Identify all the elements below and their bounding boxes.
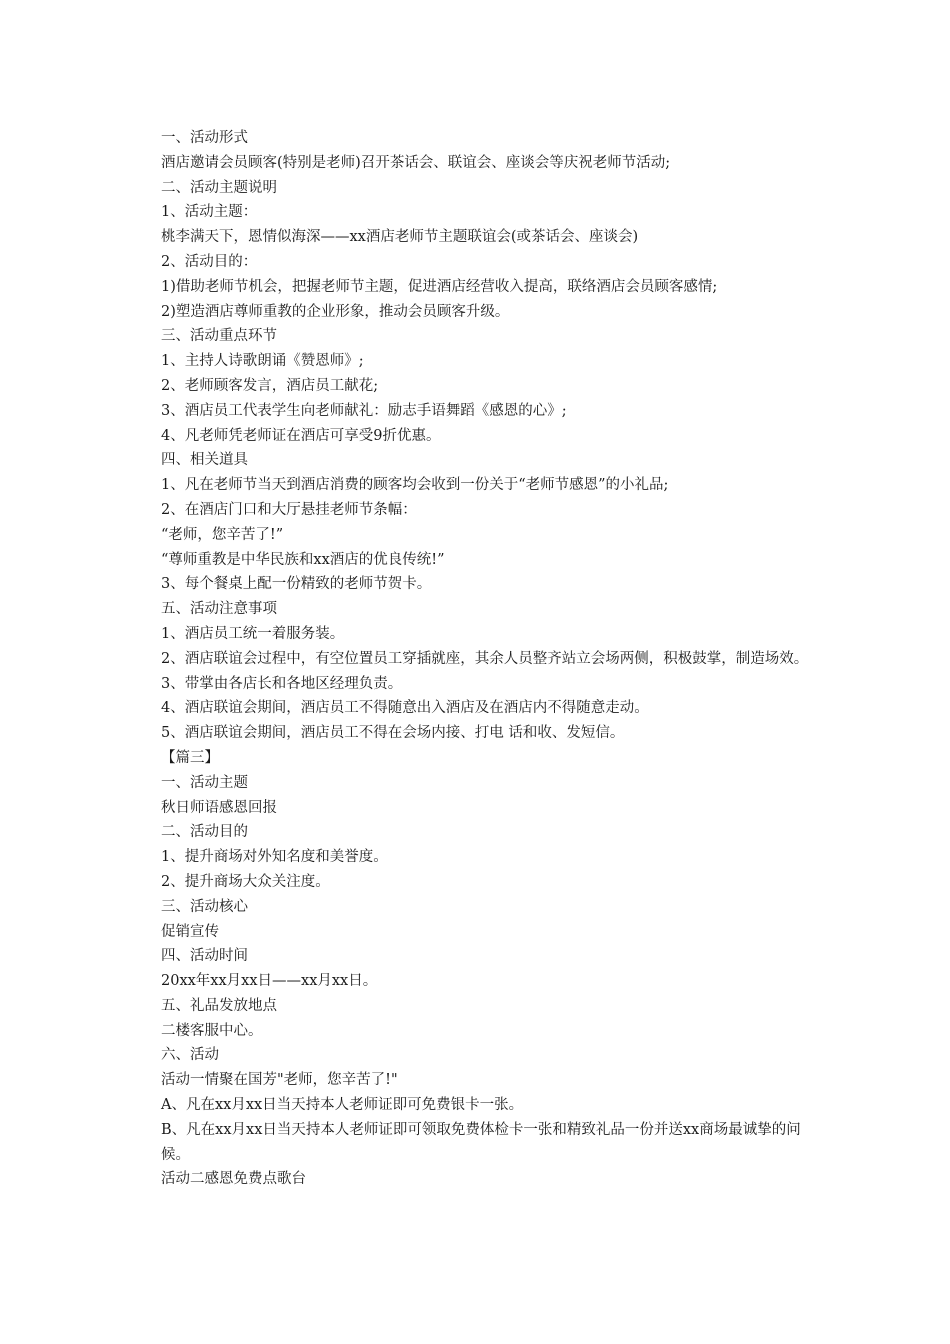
document-body	[145, 126, 811, 1192]
text-line: 【篇三】	[161, 749, 219, 766]
text-line: 四、相关道具	[161, 452, 248, 469]
text-line: 1、提升商场对外知名度和美誉度。	[161, 849, 388, 866]
text-line: 4、凡老师凭老师证在酒店可享受9折优惠。	[161, 427, 441, 444]
text-line: A、凡在xx月xx日当天持本人老师证即可免费银卡一张。	[161, 1097, 524, 1114]
text-line: 2、活动目的：	[161, 253, 258, 270]
text-line: 一、活动主题	[161, 774, 248, 791]
text-line: 一、活动形式	[161, 130, 248, 146]
text-line: 六、活动	[161, 1047, 219, 1064]
text-line: 1、主持人诗歌朗诵《赞恩师》;	[161, 353, 364, 370]
text-line: 活动二感恩免费点歌台	[161, 1171, 306, 1188]
text-line: 秋日师语感恩回报	[161, 799, 277, 816]
text-line: 二、活动主题说明	[161, 179, 277, 196]
text-line: 1、活动主题：	[161, 204, 258, 221]
text-line: 3、带掌由各店长和各地区经理负责。	[161, 675, 403, 692]
text-line: 5、酒店联谊会期间，酒店员工不得在会场内接、打电 话和收、发短信。	[161, 725, 625, 742]
text-line: 1、酒店员工统一着服务装。	[161, 625, 345, 642]
text-line: 四、活动时间	[161, 948, 248, 965]
text-line: 2)塑造酒店尊师重教的企业形象，推动会员顾客升级。	[161, 303, 510, 320]
text-line: 三、活动重点环节	[161, 328, 277, 345]
text-line: B、凡在xx月xx日当天持本人老师证即可领取免费体检卡一张和精致礼品一份并送xx商场最诚挚的问候。	[161, 1121, 801, 1163]
text-line: 3、酒店员工代表学生向老师献礼：励志手语舞蹈《感恩的心》;	[161, 402, 567, 419]
text-line: 2、提升商场大众关注度。	[161, 873, 330, 890]
text-line: 1、凡在老师节当天到酒店消费的顾客均会收到一份关于“老师节感恩”的小礼品;	[161, 477, 669, 494]
text-line: 二、活动目的	[161, 824, 248, 841]
text-line: “老师，您辛苦了!”	[161, 526, 284, 543]
text-line: 二楼客服中心。	[161, 1022, 263, 1039]
text-line: 20xx年xx月xx日——xx月xx日。	[161, 973, 378, 990]
text-line: 三、活动核心	[161, 898, 248, 915]
text-line: “尊师重教是中华民族和xx酒店的优良传统!”	[161, 551, 445, 568]
text-line: 3、每个餐桌上配一份精致的老师节贺卡。	[161, 576, 432, 593]
text-line: 2、在酒店门口和大厅悬挂老师节条幅：	[161, 501, 417, 518]
text-line: 4、酒店联谊会期间，酒店员工不得随意出入酒店及在酒店内不得随意走动。	[161, 700, 649, 717]
text-line: 五、礼品发放地点	[161, 997, 277, 1014]
text-line: 五、活动注意事项	[161, 601, 277, 618]
text-line: 2、酒店联谊会过程中，有空位置员工穿插就座，其余人员整齐站立会场两侧，积极鼓掌，制造场效。	[161, 650, 809, 667]
text-line: 1)借助老师节机会，把握老师节主题，促进酒店经营收入提高，联络酒店会员顾客感情;	[161, 278, 718, 295]
text-line: 促销宣传	[161, 923, 219, 940]
text-line: 2、老师顾客发言，酒店员工献花;	[161, 377, 379, 394]
text-line: 活动一情聚在国芳"老师，您辛苦了!"	[161, 1072, 398, 1089]
text-line: 桃李满天下，恩情似海深——xx酒店老师节主题联谊会(或茶话会、座谈会)	[161, 229, 639, 246]
text-line: 酒店邀请会员顾客(特别是老师)召开茶话会、联谊会、座谈会等庆祝老师节活动;	[161, 154, 671, 171]
